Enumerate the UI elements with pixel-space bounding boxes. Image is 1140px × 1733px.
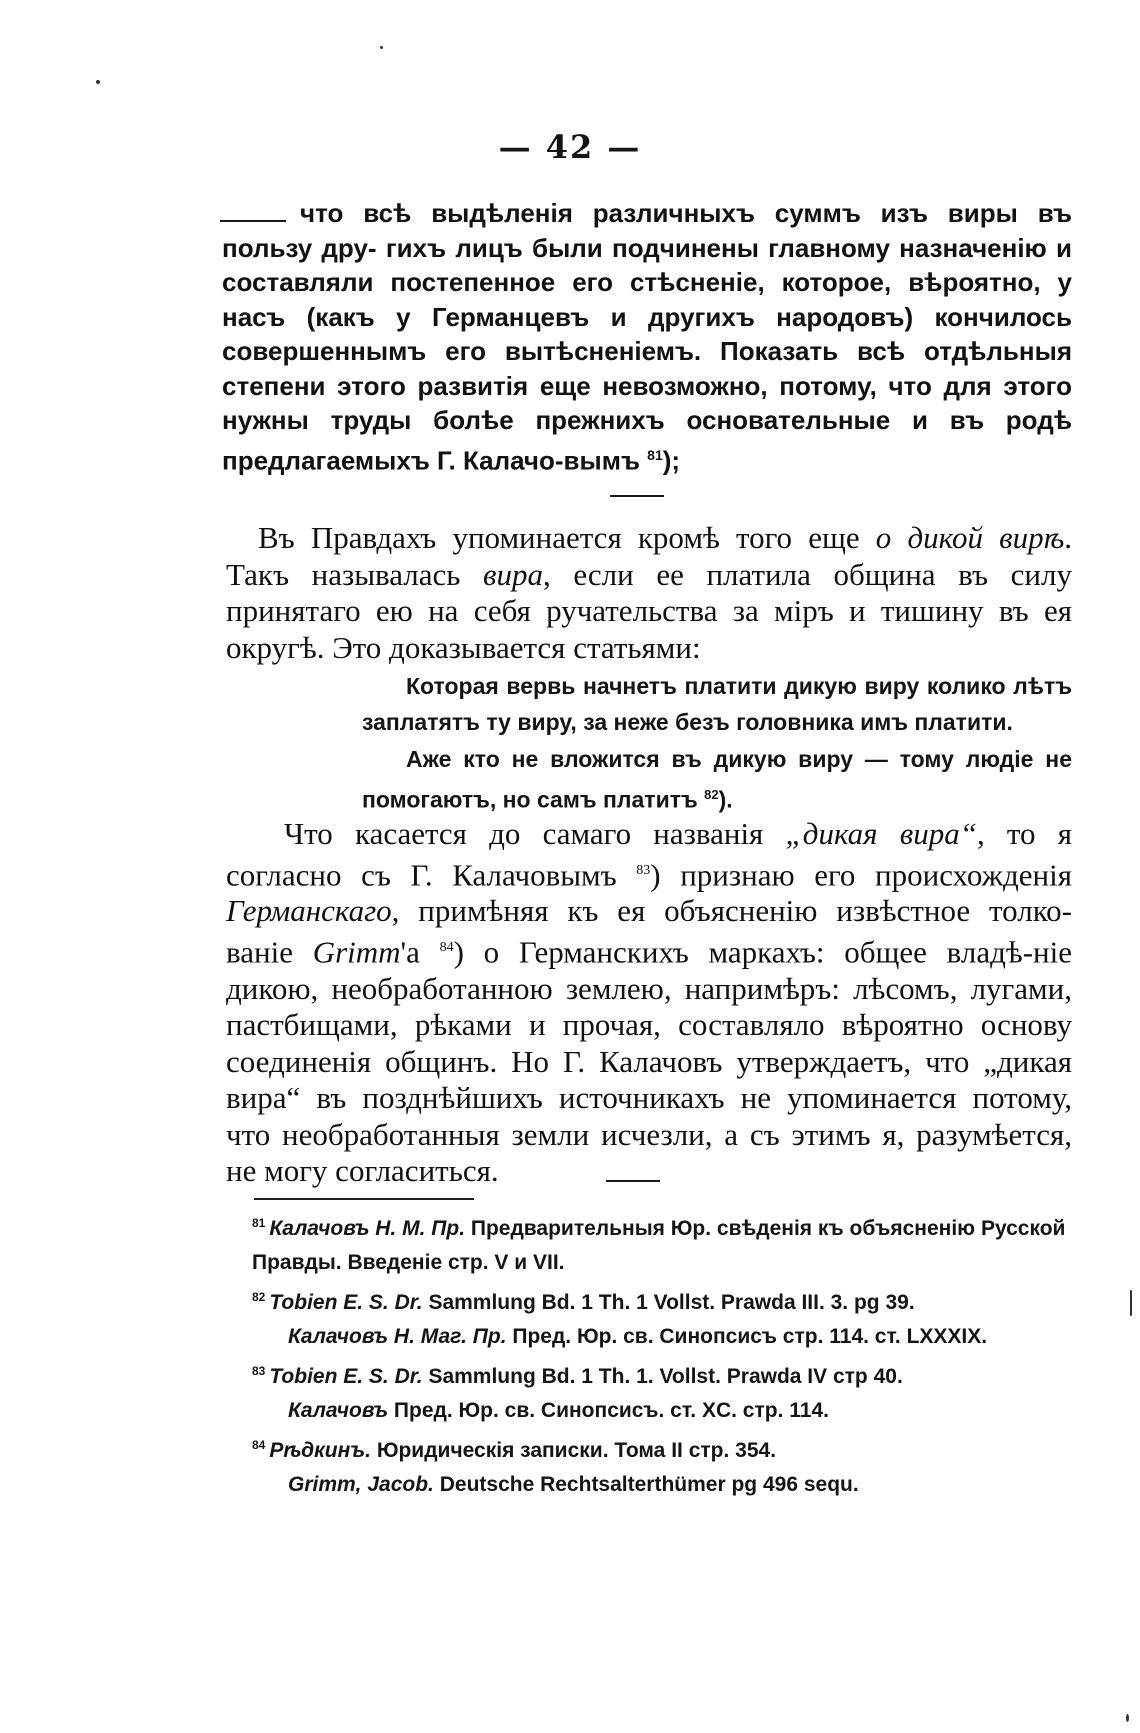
footnote-ref-81: 81 (647, 446, 663, 463)
footnote-83: $^{83}$ Tobien E. S. Dr. Sammlung Bd. 1 Th. 1. Vollst. Prawda IV стр 40. Калачовъ Пред. Юр. св. Синопсисъ. ст. XC. стр. 114. (252, 1364, 903, 1422)
section-separator (610, 495, 664, 497)
statute-quote-2: Аже кто не вложится въ дикую виру — тому людіе не помогаютъ, но самъ платитъ $^{82}$). (362, 746, 1072, 813)
section-separator-2 (606, 1180, 660, 1182)
footnote-ref-82: 82 (704, 787, 719, 802)
continuation-dash (220, 220, 286, 222)
print-speck (96, 80, 100, 84)
emphasis-vira: вира (483, 556, 544, 592)
emphasis-germanskago: Германскаго (226, 893, 392, 929)
emphasis-dikaya-vira-quoted: „дикая вира“ (785, 816, 977, 851)
emphasis-grimm: Grimm (312, 934, 401, 970)
footnote-rule (254, 1198, 474, 1200)
footnote-ref-84: 84 (439, 939, 454, 955)
quote-block (222, 196, 1072, 478)
print-speck (1126, 1714, 1129, 1722)
paragraph-nazvanie: Что касается до самаго названія „дикая вира“, то я согласно съ Г. Калачовымъ $^{83}$) признаю его происхожденія Германскаго, примѣняя къ ея объясненію извѣстное толко-ваніе Grimm'а $^{84}$) о Германскихъ маркахъ: общее владѣ-ніе дикою, необработанною землею, напримѣръ: лѣсомъ, лугами, пастбищами, рѣками и прочая, составляло вѣроятно основу соединенія общинъ. Но Г. Калачовъ утверждаетъ, что „дикая вира“ въ позднѣйшихъ источникахъ не упоминается потому, что необработанныя земли исчезли, а съ этимъ я, разумѣется, не могу согласиться. (226, 816, 1073, 1189)
footnote-ref-83: 83 (636, 862, 651, 878)
print-speck (380, 46, 383, 49)
quote-text: гихъ лицъ были подчинены главному назначенію и составляли постепенное его стѣсненіе, которое, вѣроятно, у насъ (какъ у Германцевъ и другихъ народовъ) кончилось совершеннымъ его вытѣсненіемъ. Показать всѣ отдѣльныя степени этого развитія еще невозможно, потому, что для этого нужны труды болѣе прежнихъ основательные и въ родѣ предлагаемыхъ Г. Калачо-вымъ (222, 232, 1072, 476)
statute-quote-1: Которая вервь начнетъ платити дикую виру колико лѣтъ заплатятъ ту виру, за неже безъ головника имъ платити. (362, 673, 1072, 735)
print-speck (1130, 1290, 1132, 1316)
footnote-81: $^{81}$ Калачовъ Н. М. Пр. Предварительныя Юр. свѣденія къ объясненію Русской Правды. Введеніе стр. V и VII. (252, 1216, 1066, 1274)
emphasis-dikaya-vira: о дикой вирѣ (875, 520, 1065, 555)
footnote-84: $^{84}$ Рѣдкинъ. Юридическія записки. Тома II стр. 354. Grimm, Jacob. Deutsche Rechtsalterthümer pg 496 sequ. (252, 1438, 859, 1496)
footnote-82: $^{82}$ Tobien E. S. Dr. Sammlung Bd. 1 Th. 1 Vollst. Prawda III. 3. pg 39. Калачовъ Н. Маг. Пр. Пред. Юр. св. Синопсисъ стр. 114. ст. LXXXIX. (252, 1290, 988, 1348)
quote-paragraph: что всѣ выдѣленія различныхъ суммъ изъ виры въ пользу дру- гихъ лицъ были подчинены главному назначенію и составляли постепенное его стѣсненіе, которое, вѣроятно, у насъ (какъ у Германцевъ и другихъ народовъ) кончилось совершеннымъ его вытѣсненіемъ. Показать всѣ отдѣльныя степени этого развитія еще невозможно, потому, что для этого нужны труды болѣе прежнихъ основательные и въ родѣ предлагаемыхъ Г. Калачо-вымъ $^{81}$); (222, 198, 1072, 476)
page-number: — 42 — (498, 128, 642, 166)
quote-line-1: что всѣ выдѣленія различныхъ суммъ изъ виры въ пользу дру- (222, 198, 1072, 263)
paragraph-dikaya-vira: Въ Правдахъ упоминается кромѣ того еще о дикой вирѣ. Такъ называлась вира, если ее платила община въ силу принятаго ею на себя ручательства за міръ и тишину въ ея округѣ. Это доказывается статьями: (226, 520, 1073, 665)
footnotes (252, 1206, 1074, 1502)
